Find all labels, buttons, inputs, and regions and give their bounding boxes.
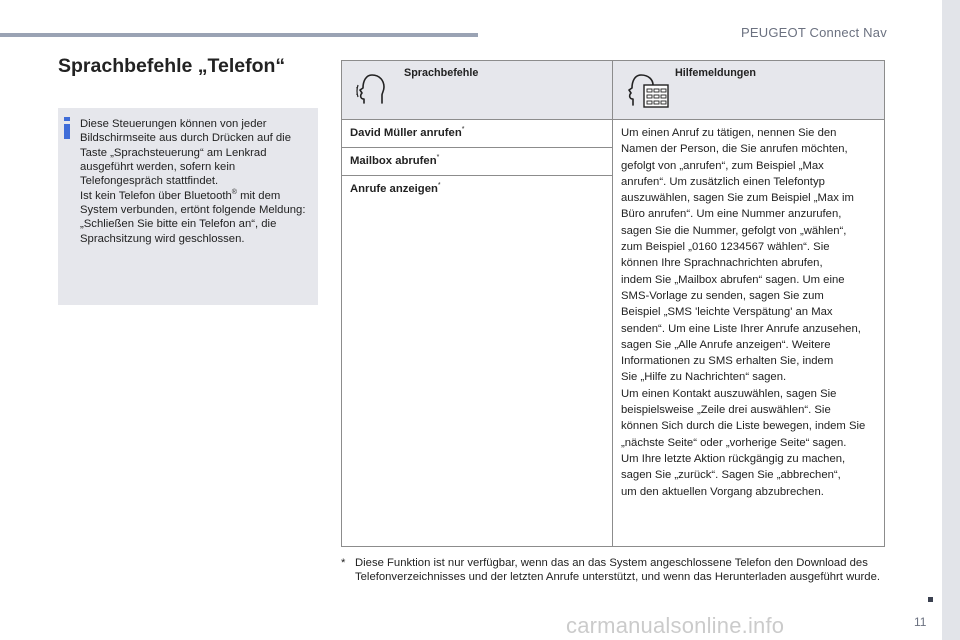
footnote-mark: * xyxy=(461,126,465,133)
command-label: David Müller anrufen xyxy=(350,126,462,139)
registered-mark: ® xyxy=(231,188,237,196)
footnote-text: Diese Funktion ist nur verfügbar, wenn das an das System angeschlossene Telefon den Download des Telefonverzeichnisses und der letzten Anrufe unterstützt, und wenn das Herunterladen ausgeführt wurde. xyxy=(355,557,880,584)
header-help-label: Hilfemeldungen xyxy=(675,67,756,79)
table-header-help xyxy=(613,61,884,119)
side-strip xyxy=(942,0,960,640)
command-label: Anrufe anzeigen xyxy=(350,182,438,195)
table-row xyxy=(342,148,612,176)
table-row xyxy=(342,176,612,204)
info-paragraph-2: Ist kein Telefon über Bluetooth® mit dem System verbunden, ertönt folgende Meldung: „Schließen Sie bitte ein Telefon an“, die Sprachsitzung wird geschlossen. xyxy=(80,188,306,245)
page-marker xyxy=(928,597,933,602)
header-brand: PEUGEOT Connect Nav xyxy=(741,25,887,40)
table-row xyxy=(342,120,612,148)
info-text xyxy=(80,117,312,246)
info-box xyxy=(58,108,318,305)
info-paragraph-1: Diese Steuerungen können von jeder Bildschirmseite aus durch Drücken auf die Taste „Sprachsteuerung“ am Lenkrad ausgeführt werden, sofern kein Telefongespräch stattfindet. xyxy=(80,118,291,188)
info-icon xyxy=(64,117,70,139)
help-text: Um einen Anruf zu tätigen, nennen Sie den Namen der Person, die Sie anrufen möchten, gefolgt von „anrufen“, zum Beispiel „Max anrufen“. Um zusätzlich einen Telefontyp auszuwählen, sagen Sie zum Beispiel „Max im Büro anrufen“. Um eine Nummer anzurufen, sagen Sie die Nummer, gefolgt von „wählen“, zum Beispiel „0160 1234567 wählen“. Sie können Ihre Sprachnachrichten abrufen, indem Sie „Mailbox abrufen“ sagen. Um eine SMS-Vorlage zu senden, sagen Sie zum Beispiel „SMS 'leichte Verspätung' an Max senden“. Um eine Liste Ihrer Anrufe anzusehen, sagen Sie „Alle Anrufe anzeigen“. Weitere Informationen zu SMS erhalten Sie, indem Sie „Hilfe zu Nachrichten“ sagen. Um einen Kontakt auszuwählen, sagen Sie beispielsweise „Zeile drei auswählen“. Sie können Sich durch die Liste bewegen, indem Sie „nächste Seite“ oder „vorherige Seite“ sagen. Um Ihre letzte Aktion rückgängig zu machen, sagen Sie „zurück“. Sagen Sie „abbrechen“, um den aktuellen Vorgang abzubrechen. xyxy=(621,127,866,498)
footnote-star: * xyxy=(341,557,346,569)
footnote-mark: * xyxy=(436,154,440,161)
speaker-keypad-icon xyxy=(627,73,671,109)
speaking-head-icon xyxy=(356,73,390,107)
table-header-commands xyxy=(342,61,613,119)
commands-column xyxy=(342,120,613,546)
footnote-mark: * xyxy=(437,182,441,189)
page-title: Sprachbefehle „Telefon“ xyxy=(58,55,286,77)
voice-command-table xyxy=(341,60,885,547)
help-column xyxy=(613,120,884,546)
header-commands-label: Sprachbefehle xyxy=(404,67,479,79)
command-label: Mailbox abrufen xyxy=(350,154,437,167)
top-bar-line xyxy=(0,33,478,37)
page-number: 11 xyxy=(914,615,927,629)
watermark: carmanualsonline.info xyxy=(566,613,785,638)
